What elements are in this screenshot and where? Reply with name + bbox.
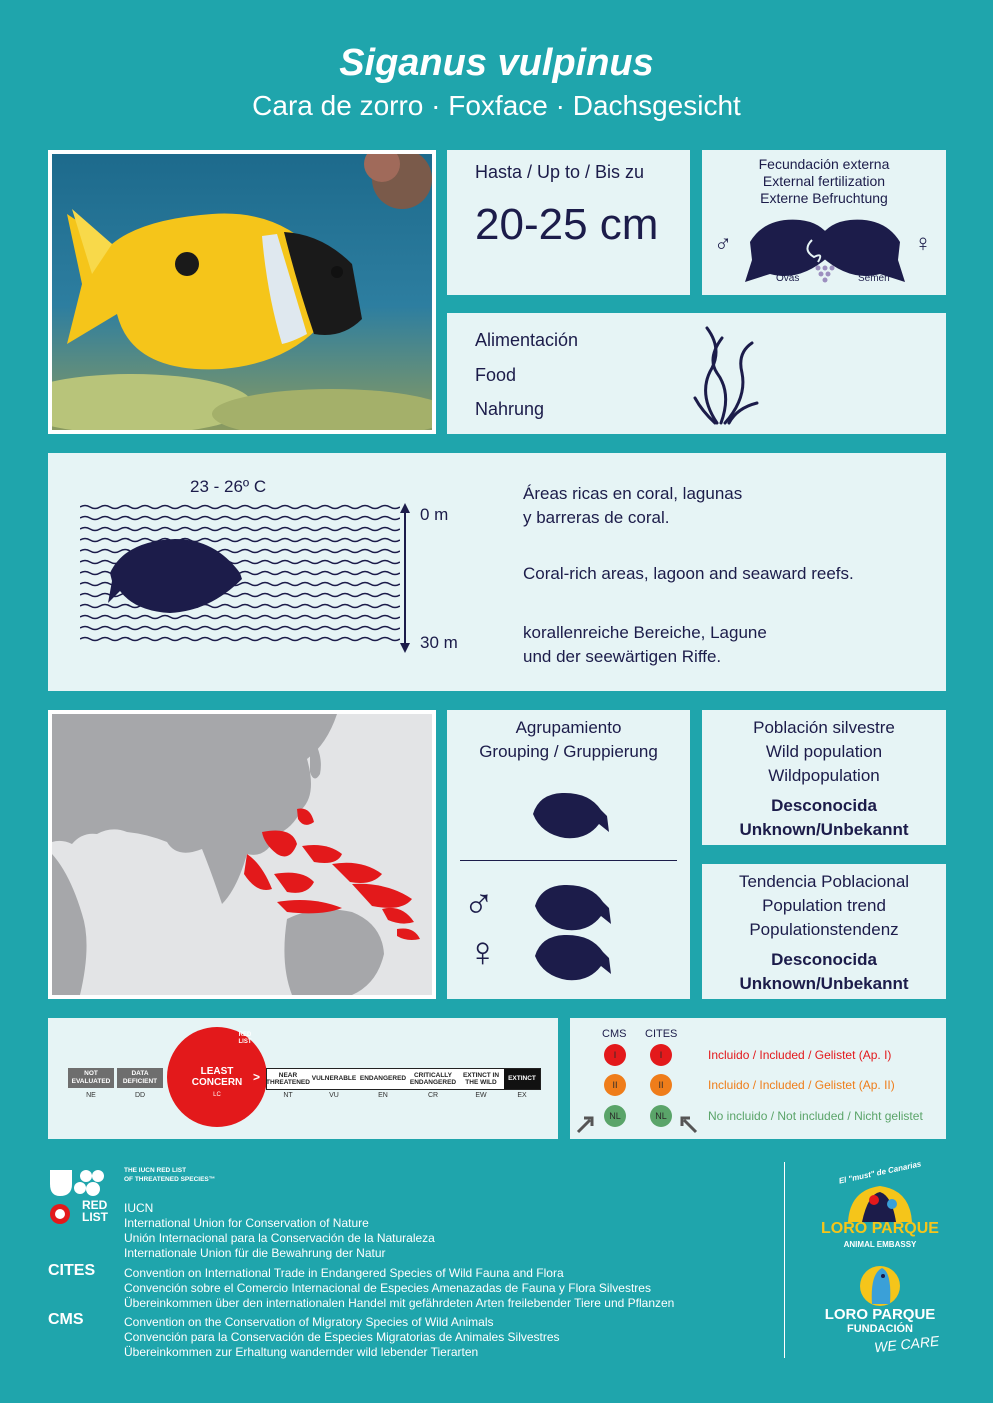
depth-bottom: 30 m <box>420 633 458 652</box>
grouping-title: Grouping / Gruppierung <box>479 742 658 761</box>
habitat-de: und der seewärtigen Riffe. <box>523 647 722 666</box>
habitat-es: y barreras de coral. <box>523 508 670 527</box>
fish-photo <box>48 150 436 434</box>
ova-label: Ovas <box>776 273 800 284</box>
food-label: Food <box>475 365 517 385</box>
arrow-icon <box>678 1114 698 1134</box>
cites-status-circle: II <box>650 1074 672 1096</box>
distribution-map <box>48 710 436 999</box>
population-trend-value: Unknown/Unbekannt <box>739 974 909 993</box>
code-cr: CR <box>427 1092 439 1099</box>
size-label: Hasta / Up to / Bis zu <box>475 162 645 182</box>
code-vu: VU <box>329 1092 339 1099</box>
footer-divider <box>784 1162 785 1358</box>
solitary-fish-icon <box>527 790 611 844</box>
male-symbol: ♂ <box>714 230 732 257</box>
size-value: 20-25 cm <box>475 200 659 249</box>
iucn-badge-text: OF THREATENED SPECIES™ <box>124 1176 216 1183</box>
current-category-label: LEAST <box>200 1066 234 1077</box>
cites-abbr: CITES <box>48 1262 96 1279</box>
wave-line <box>80 539 400 542</box>
logo1-sub: ANIMAL EMBASSY <box>843 1240 917 1249</box>
code-nt: NT <box>283 1092 293 1099</box>
iucn-line: Internationale Union für die Bewahrung der Natur <box>124 1246 386 1260</box>
wave-line <box>80 528 400 531</box>
cites-line: Convención sobre el Comercio Internacional de Especies Amenazadas de Fauna y Flora Silvestres <box>124 1281 651 1295</box>
redlist-logo-text: RED <box>82 1198 108 1212</box>
fertilization-line: Externe Befruchtung <box>760 190 888 206</box>
iucn-badge-text: THE IUCN RED LIST <box>124 1167 187 1174</box>
category-dd: DATA DEFICIENT <box>117 1068 163 1088</box>
wild-population-label: Wild population <box>765 742 883 761</box>
category-cr: CRITICALLY ENDANGERED <box>409 1072 457 1086</box>
pair-fish-icon <box>529 882 613 936</box>
logo2-name: LORO PARQUE <box>824 1306 936 1323</box>
water-waves-icon <box>80 501 400 651</box>
category-vu: VULNERABLE <box>311 1075 357 1082</box>
category-ex: EXTINCT <box>508 1075 536 1082</box>
code-dd: DD <box>134 1092 146 1099</box>
iucn-line: International Union for Conservation of Nature <box>124 1216 369 1230</box>
cms-status-circle: I <box>604 1044 626 1066</box>
pair-fish-icon <box>529 932 613 986</box>
wave-line <box>80 627 400 630</box>
wave-line <box>80 638 400 641</box>
cms-status-circle: II <box>604 1074 626 1096</box>
logo2-tag: WE CARE <box>873 1332 941 1356</box>
code-ex: EX <box>517 1092 527 1099</box>
redlist-badge: RED LIST <box>238 1032 252 1045</box>
common-names: Cara de zorro · Foxface · Dachsgesicht <box>252 90 741 121</box>
female-symbol: ♀ <box>467 928 499 975</box>
wild-population-panel <box>702 710 946 845</box>
depth-arrow <box>398 503 412 653</box>
category-ne: NOT EVALUATED <box>68 1068 114 1088</box>
cms-column-label: CMS <box>602 1028 627 1040</box>
loro-parque-logo <box>810 1159 950 1256</box>
redlist-scale-panel <box>48 1018 558 1139</box>
cites-legend-panel <box>570 1018 946 1139</box>
cms-abbr: CMS <box>48 1311 84 1328</box>
food-panel <box>447 313 946 434</box>
depth-top: 0 m <box>420 505 449 524</box>
female-symbol: ♀ <box>914 230 932 257</box>
current-category-code: LC <box>213 1092 221 1098</box>
size-panel <box>447 150 690 295</box>
cites-status-circle: I <box>650 1044 672 1066</box>
cms-line: Convention on the Conservation of Migratory Species of Wild Animals <box>124 1315 494 1329</box>
grouping-divider <box>460 860 677 861</box>
seaweed-icon <box>687 323 767 428</box>
semen-label: Semen <box>858 273 890 284</box>
cms-status-circle: NL <box>604 1105 626 1127</box>
male-symbol: ♂ <box>463 880 495 927</box>
redlist-logo-text: LIST <box>82 1210 108 1224</box>
temperature: 23 - 26º C <box>190 477 267 496</box>
cms-line: Übereinkommen zur Erhaltung wandernder wild lebender Tierarten <box>124 1345 479 1359</box>
wild-population-label: Población silvestre <box>753 718 895 737</box>
fertilization-line: External fertilization <box>762 173 886 189</box>
cms-line: Convención para la Conservación de Especies Migratorias de Animales Silvestres <box>124 1330 560 1344</box>
category-nt: NEAR THREATENED <box>266 1072 310 1086</box>
wave-line <box>80 616 400 619</box>
population-trend-label: Populationstendenz <box>749 920 899 939</box>
iucn-abbr: IUCN <box>124 1201 154 1215</box>
cites-column-label: CITES <box>645 1028 678 1040</box>
code-ew: EW <box>475 1092 487 1099</box>
cites-status-circle: NL <box>650 1105 672 1127</box>
code-en: EN <box>378 1092 388 1099</box>
wild-population-label: Wildpopulation <box>768 766 880 785</box>
wild-population-value: Desconocida <box>771 796 877 815</box>
iucn-line: Unión Internacional para la Conservación de la Naturaleza <box>124 1231 435 1245</box>
grouping-panel <box>447 710 690 999</box>
habitat-es: Áreas ricas en coral, lagunas <box>523 484 743 503</box>
cites-line: Convention on International Trade in Endangered Species of Wild Fauna and Flora <box>124 1266 564 1280</box>
category-ew: EXTINCT IN THE WILD <box>462 1072 500 1086</box>
fertilization-line: Fecundación externa <box>758 156 890 172</box>
legend-text: Incluido / Included / Gelistet (Ap. I) <box>708 1048 892 1062</box>
logo1-name: LORO PARQUE <box>821 1220 939 1237</box>
chevron-right-icon: > <box>253 1070 261 1084</box>
code-ne: NE <box>86 1092 96 1099</box>
scientific-name: Siganus vulpinus <box>339 42 654 84</box>
wild-population-value: Unknown/Unbekannt <box>739 820 909 839</box>
habitat-panel <box>48 453 946 691</box>
arrow-icon <box>576 1114 596 1134</box>
logo-tagline: El "must" de Canarias <box>837 1159 923 1186</box>
wave-line <box>80 506 400 509</box>
logo2-sub: FUNDACIÓN <box>847 1323 913 1335</box>
legend-text: Incluido / Included / Gelistet (Ap. II) <box>708 1078 895 1092</box>
cites-line: Übereinkommen über den internationalen Handel mit gefährdeten Arten freilebender Tiere und Pflanzen <box>124 1296 675 1310</box>
current-category-label: CONCERN <box>191 1077 243 1088</box>
loro-parque-fundacion-logo <box>810 1262 950 1358</box>
food-label: Alimentación <box>475 330 579 350</box>
wave-line <box>80 605 400 608</box>
population-trend-panel <box>702 864 946 999</box>
population-trend-value: Desconocida <box>771 950 877 969</box>
habitat-en: Coral-rich areas, lagoon and seaward reefs. <box>523 564 854 583</box>
population-trend-label: Tendencia Poblacional <box>738 872 910 891</box>
wave-line <box>80 517 400 520</box>
habitat-de: korallenreiche Bereiche, Lagune <box>523 623 767 642</box>
grouping-title: Agrupamiento <box>515 718 622 737</box>
legend-text: No incluido / Not included / Nicht gelistet <box>708 1109 923 1123</box>
category-en: ENDANGERED <box>359 1075 407 1082</box>
fertilization-panel <box>702 150 946 295</box>
food-label: Nahrung <box>475 399 545 419</box>
population-trend-label: Population trend <box>762 896 886 915</box>
